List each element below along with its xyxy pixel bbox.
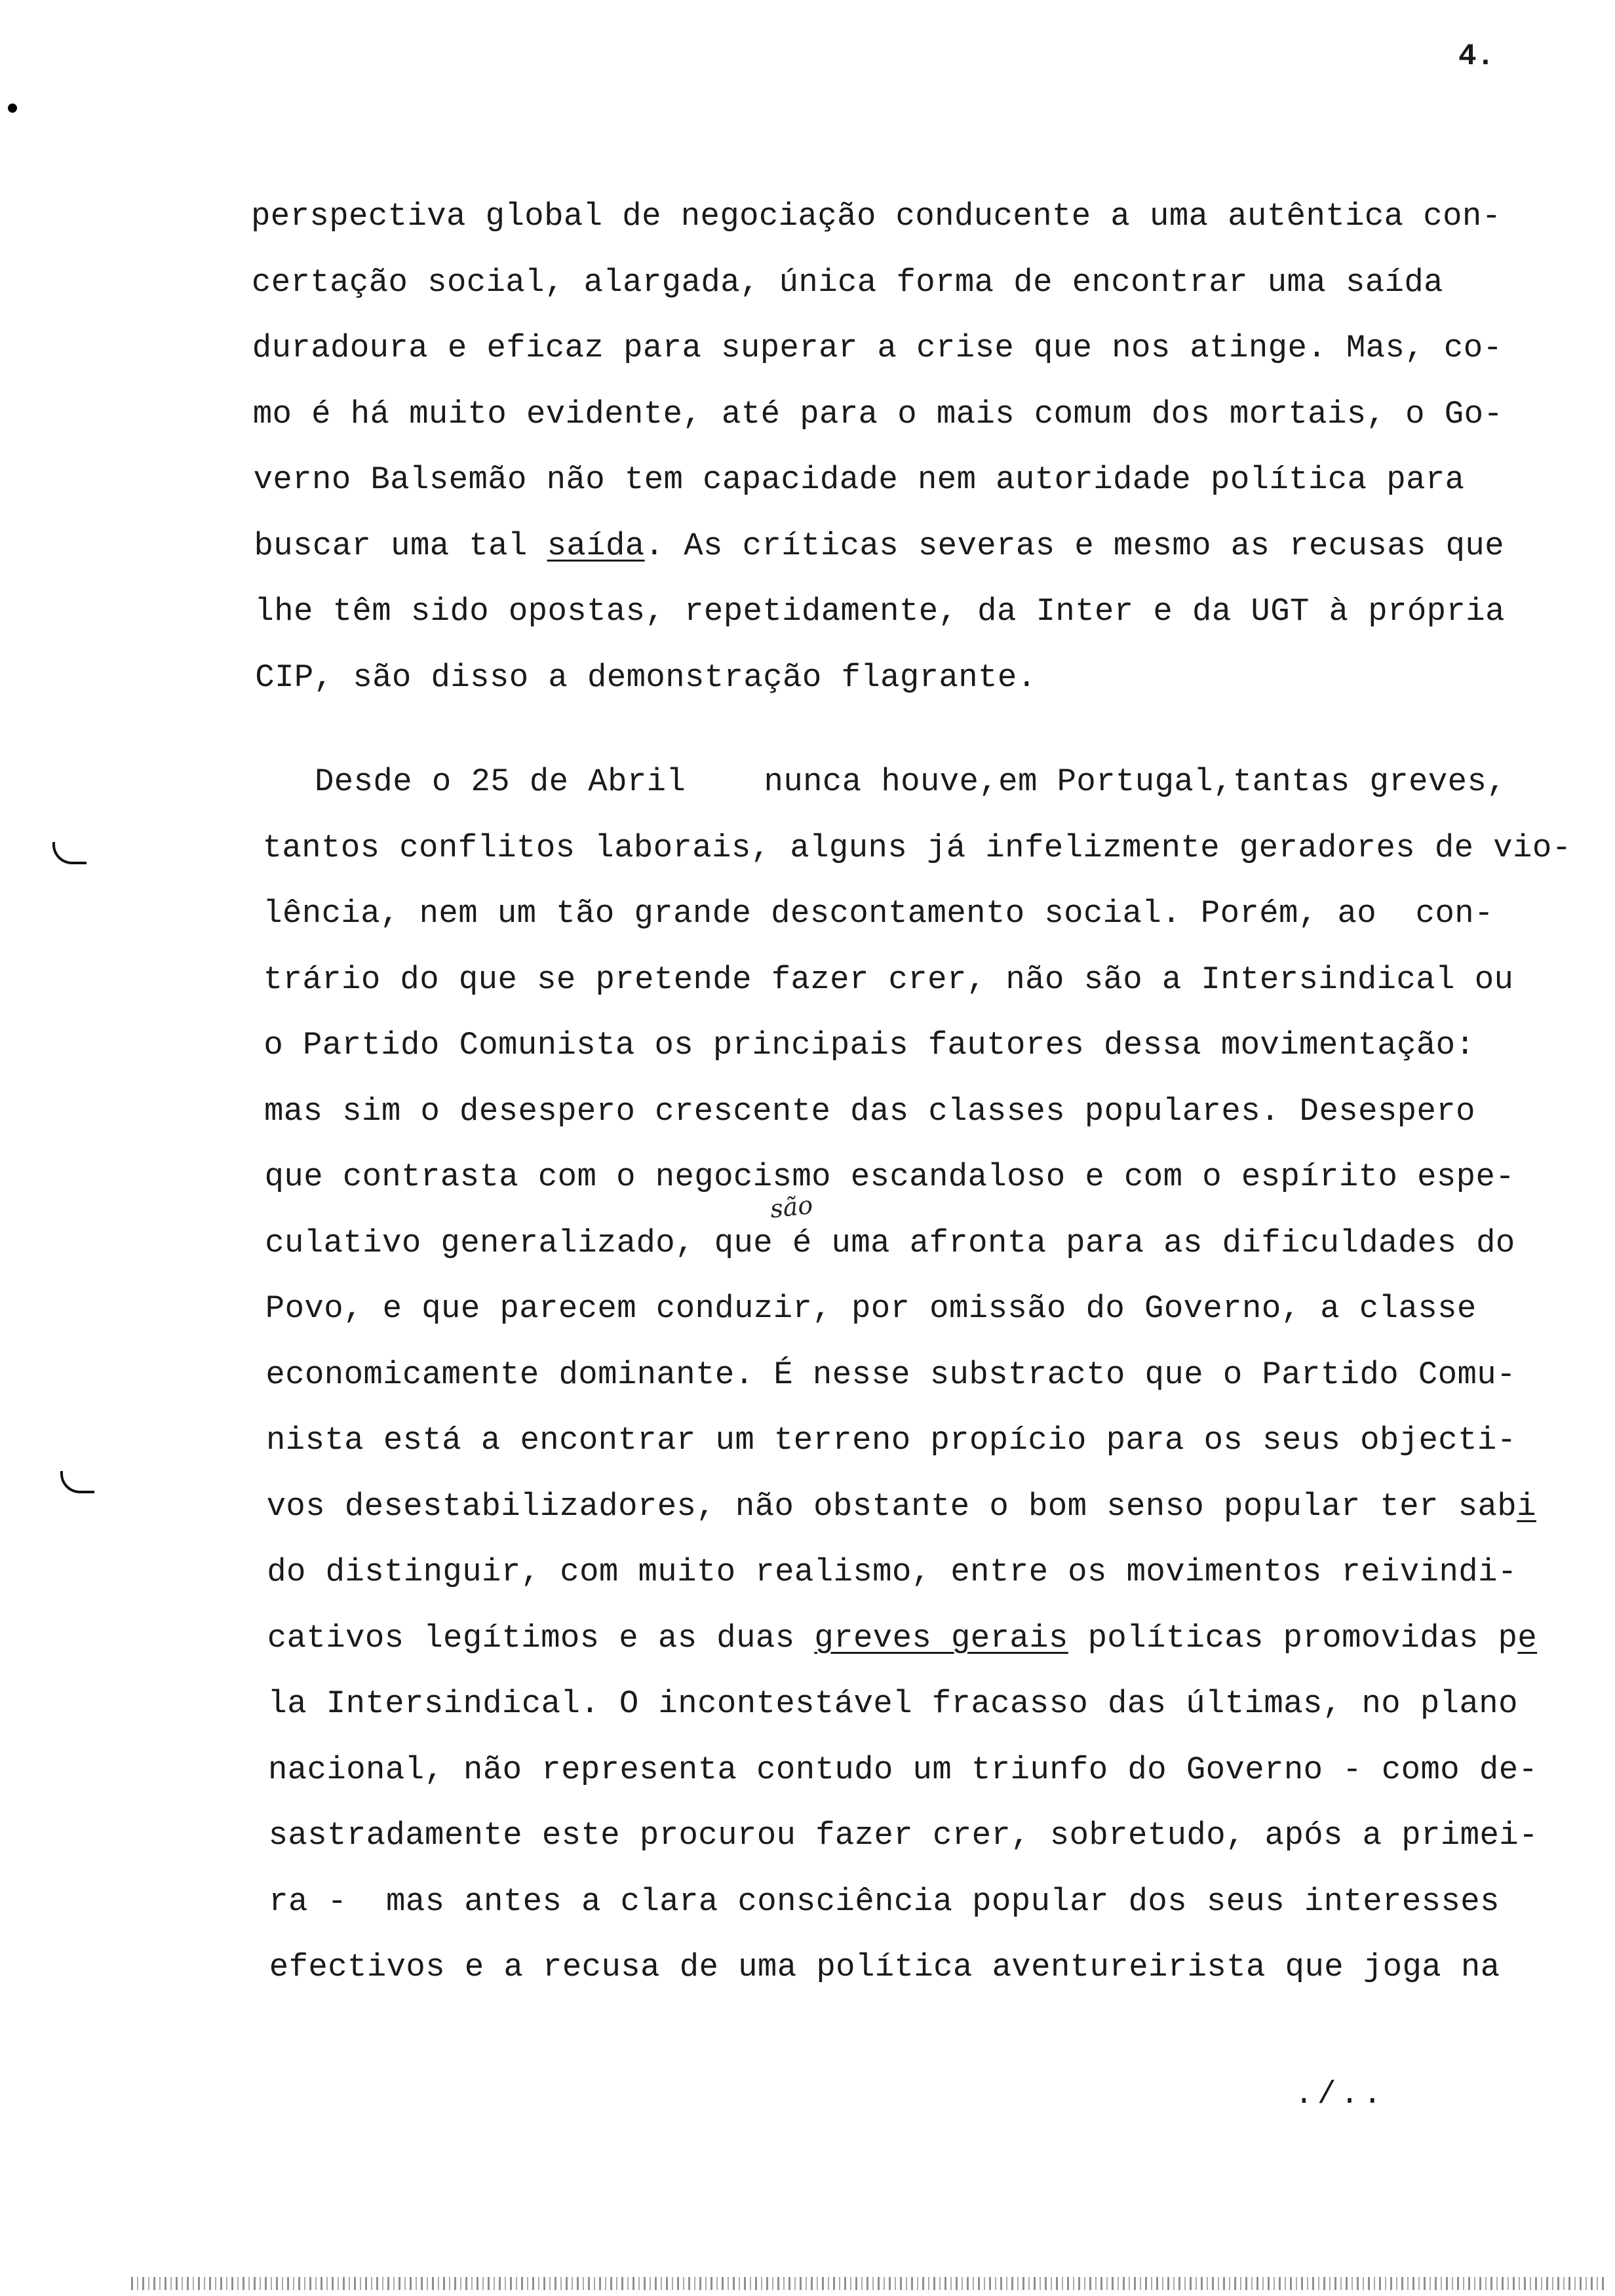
- text-segment: verno Balsemão não tem capacidade nem autoridade política para: [253, 461, 1465, 498]
- text-segment: duradoura e eficaz para superar a crise que nos atinge. Mas, co-: [252, 330, 1503, 366]
- text-line: [254, 460, 1465, 499]
- text-line: [263, 894, 1494, 933]
- text-line: [265, 1157, 1515, 1196]
- text-segment: economicamente dominante. É nesse substracto que o Partido Comu-: [265, 1356, 1516, 1393]
- underlined-text: greves gerais: [814, 1619, 1068, 1656]
- text-line: [265, 1289, 1477, 1328]
- text-line: [265, 1355, 1516, 1394]
- margin-bracket-mark: [52, 842, 87, 864]
- page-number: 4.: [1458, 39, 1495, 73]
- text-line: [315, 762, 1506, 801]
- text-segment: políticas promovidas p: [1068, 1619, 1518, 1656]
- text-segment: CIP, são disso a demonstração flagrante.: [255, 659, 1037, 696]
- text-line: [267, 1684, 1518, 1723]
- text-line: [251, 197, 1502, 236]
- text-line: [254, 526, 1505, 565]
- underlined-text: saída: [547, 527, 645, 564]
- text-line: [255, 658, 1036, 697]
- text-line: [269, 1816, 1538, 1855]
- text-segment: perspectiva global de negociação conducente a uma autêntica con-: [251, 198, 1502, 235]
- text-line: [263, 828, 1572, 868]
- continuation-mark: ./..: [1294, 2077, 1386, 2113]
- underlined-text: i: [1517, 1487, 1536, 1525]
- text-segment: ra - mas antes a clara consciência popular dos seus interesses: [269, 1883, 1500, 1920]
- text-segment: certação social, alargada, única forma de encontrar uma saída: [251, 263, 1443, 301]
- text-line: [269, 1882, 1500, 1921]
- text-line: [264, 1092, 1475, 1131]
- text-line: [269, 1947, 1500, 1987]
- text-segment: mo é há muito evidente, até para o mais comum dos mortais, o Go-: [252, 395, 1504, 432]
- text-line: [253, 394, 1504, 434]
- text-segment: cativos legítimos e as duas: [267, 1619, 815, 1656]
- text-segment: buscar uma tal: [254, 527, 547, 564]
- text-segment: lência, nem um tão grande descontamento social. Porém, ao con-: [263, 895, 1494, 932]
- text-segment: nacional, não representa contudo um triunfo do Governo - como de-: [268, 1751, 1538, 1788]
- scan-edge-noise: [131, 2277, 1606, 2290]
- text-line: [263, 960, 1514, 999]
- text-segment: Povo, e que parecem conduzir, por omissão do Governo, a classe: [265, 1290, 1477, 1327]
- text-segment: vos desestabilizadores, não obstante o bom senso popular ter sab: [266, 1487, 1517, 1525]
- text-segment: nista está a encontrar um terreno propício para os seus objecti-: [266, 1422, 1517, 1459]
- text-segment: efectivos e a recusa de uma política aventureirista que joga na: [269, 1949, 1500, 1985]
- punch-hole-mark: [8, 104, 17, 113]
- text-line: [265, 1223, 1515, 1263]
- text-line: [252, 328, 1503, 368]
- text-segment: . As críticas severas e mesmo as recusas que: [644, 527, 1505, 564]
- handwritten-correction: são: [768, 1190, 815, 1224]
- text-segment: mas sim o desespero crescente das classes populares. Desespero: [264, 1092, 1475, 1130]
- text-line: [267, 1552, 1517, 1592]
- text-segment: tantos conflitos laborais, alguns já infelizmente geradores de vio-: [262, 829, 1572, 866]
- text-line: [267, 1618, 1537, 1658]
- text-segment: Desde o 25 de Abril nunca houve,em Portugal,tantas greves,: [315, 763, 1507, 800]
- text-segment: do distinguir, com muito realismo, entre os movimentos reivindi-: [267, 1554, 1517, 1590]
- text-segment: que contrasta com o negocismo escandaloso e com o espírito espe-: [264, 1158, 1515, 1195]
- text-line: [254, 592, 1505, 631]
- text-line: [263, 1025, 1475, 1065]
- text-line: [267, 1487, 1536, 1526]
- text-segment: sastradamente este procurou fazer crer, sobretudo, após a primei-: [268, 1817, 1538, 1854]
- text-line: [268, 1750, 1538, 1789]
- text-segment: lhe têm sido opostas, repetidamente, da Inter e da UGT à própria: [254, 593, 1505, 630]
- margin-bracket-mark: [60, 1471, 94, 1493]
- text-segment: o Partido Comunista os principais fautores dessa movimentação:: [263, 1027, 1475, 1063]
- text-segment: trário do que se pretende fazer crer, não são a Intersindical ou: [263, 961, 1514, 998]
- text-segment: culativo generalizado, que é uma afronta para as dificuldades do: [265, 1224, 1515, 1261]
- underlined-text: e: [1517, 1619, 1538, 1656]
- text-line: [266, 1421, 1517, 1460]
- text-segment: la Intersindical. O incontestável fracasso das últimas, no plano: [267, 1685, 1518, 1722]
- text-line: [252, 263, 1443, 302]
